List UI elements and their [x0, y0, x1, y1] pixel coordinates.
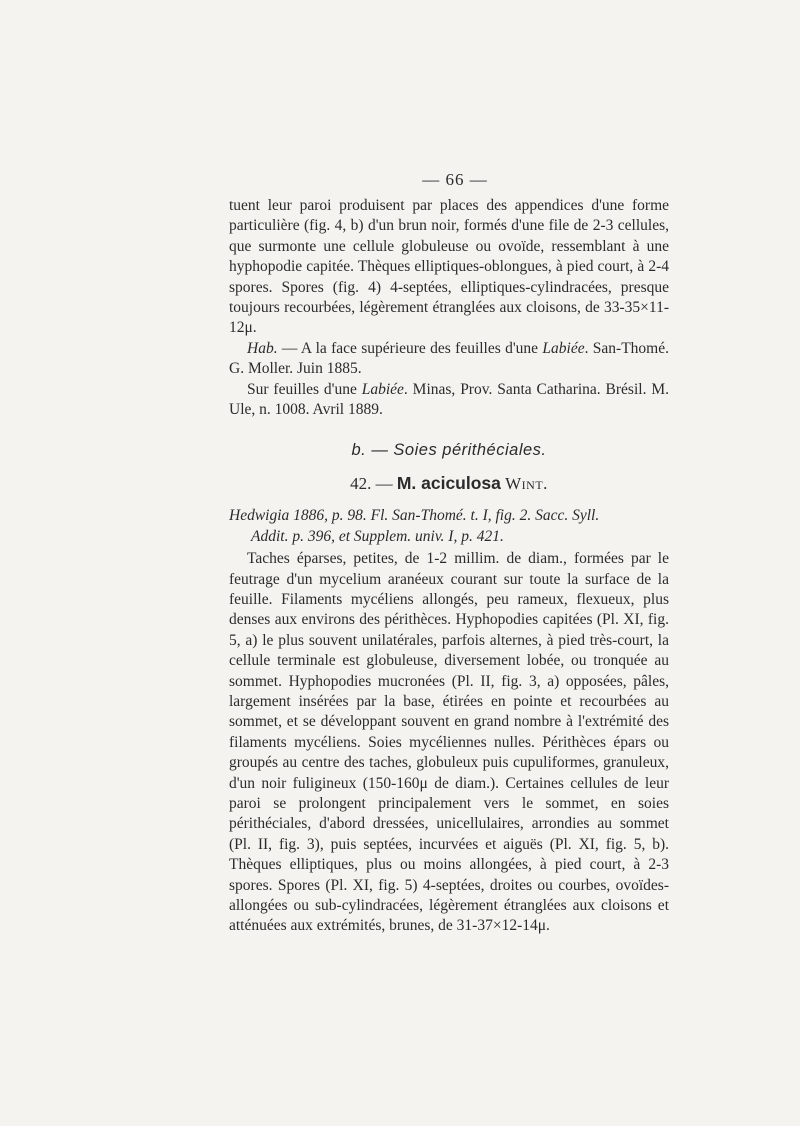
- text-body: [229, 196, 669, 937]
- species-author: Wint.: [505, 473, 548, 493]
- reference-line-2: Addit. p. 396, et Supplem. univ. I, p. 421.: [251, 527, 504, 545]
- continuation-paragraph: tuent leur paroi produisent par places des appendices d'une forme particulière (fig. 4, b) d'un brun noir, formés d'une file de 2-3 cellules, que surmonte une cellule globuleuse ou ovoïde, ressemblant à une hyphopodie capitée. Thèques elliptiques-oblongues, à pied court, à 2-4 spores. Spores (fig. 4) 4-septées, elliptiques-cylindracées, presque toujours recourbées, légèrement étranglées aux cloisons, de 33-35×11-12μ.: [229, 197, 669, 337]
- species-name: M. aciculosa: [396, 472, 501, 493]
- species-description: Taches éparses, petites, de 1-2 millim. de diam., formées par le feutrage d'un mycelium aranéeux courant sur toute la surface de la feuille. Filaments mycéliens allongés, peu rameux, flexueux, plus denses aux environs des périthèces. Hyphopodies capitées (Pl. XI, fig. 5, a) le plus souvent unilatérales, parfois alternes, à pied très-court, la cellule terminale est globuleuse, diversement lobée, ou tronquée au sommet. Hyphopodies mucronées (Pl. II, fig. 3, a) opposées, pâles, largement insérées par la base, étirées en pointe et recourbées au sommet, et se développant souvent en grand nombre à l'extrémité des filaments mycéliens. Soies mycéliennes nulles. Périthèces épars ou groupés au centre des taches, globuleux puis cupuliformes, granuleux, d'un noir fuligineux (150-160μ de diam.). Certaines cellules de leur paroi se prolongent principalement vers le sommet, en soies périthéciales, d'abord dressées, unicellulaires, arrondies au sommet (Pl. II, fig. 3), puis septées, incurvées et aiguës (Pl. XI, fig. 5, b). Thèques elliptiques, plus ou moins allongées, à pied court, à 2-3 spores. Spores (Pl. XI, fig. 5) 4-septées, droites ou courbes, ovoïdes-allongées ou sub-cylindracées, légèrement étranglées aux cloisons et atténuées aux extrémités, brunes, de 31-37×12-14μ.: [229, 550, 669, 935]
- reference-line-1: Hedwigia 1886, p. 98. Fl. San-Thomé. t. I, fig. 2. Sacc. Syll.: [229, 507, 600, 525]
- collection-text-a: Sur feuilles d'une: [247, 380, 362, 398]
- collection-paragraph: [229, 380, 669, 421]
- habitat-plant: Labiée: [542, 339, 585, 357]
- habitat-label: Hab.: [247, 339, 278, 357]
- species-number: 42. —: [350, 473, 393, 493]
- collection-plant: Labiée: [361, 380, 404, 398]
- habitat-paragraph: [229, 339, 669, 380]
- habitat-text-b: . San-Thomé. G. Moller. Juin 1885.: [229, 339, 669, 378]
- bibliographic-reference: [229, 506, 669, 547]
- page-number: — 66 —: [422, 170, 488, 189]
- habitat-text-a: — A la face supérieure des feuilles d'une: [277, 339, 543, 357]
- section-subheading: b. — Soies périthéciales.: [351, 441, 547, 460]
- species-heading: [229, 473, 669, 494]
- collection-text-b: . Minas, Prov. Santa Catharina. Brésil. M. Ule, n. 1008. Avril 1889.: [229, 380, 669, 419]
